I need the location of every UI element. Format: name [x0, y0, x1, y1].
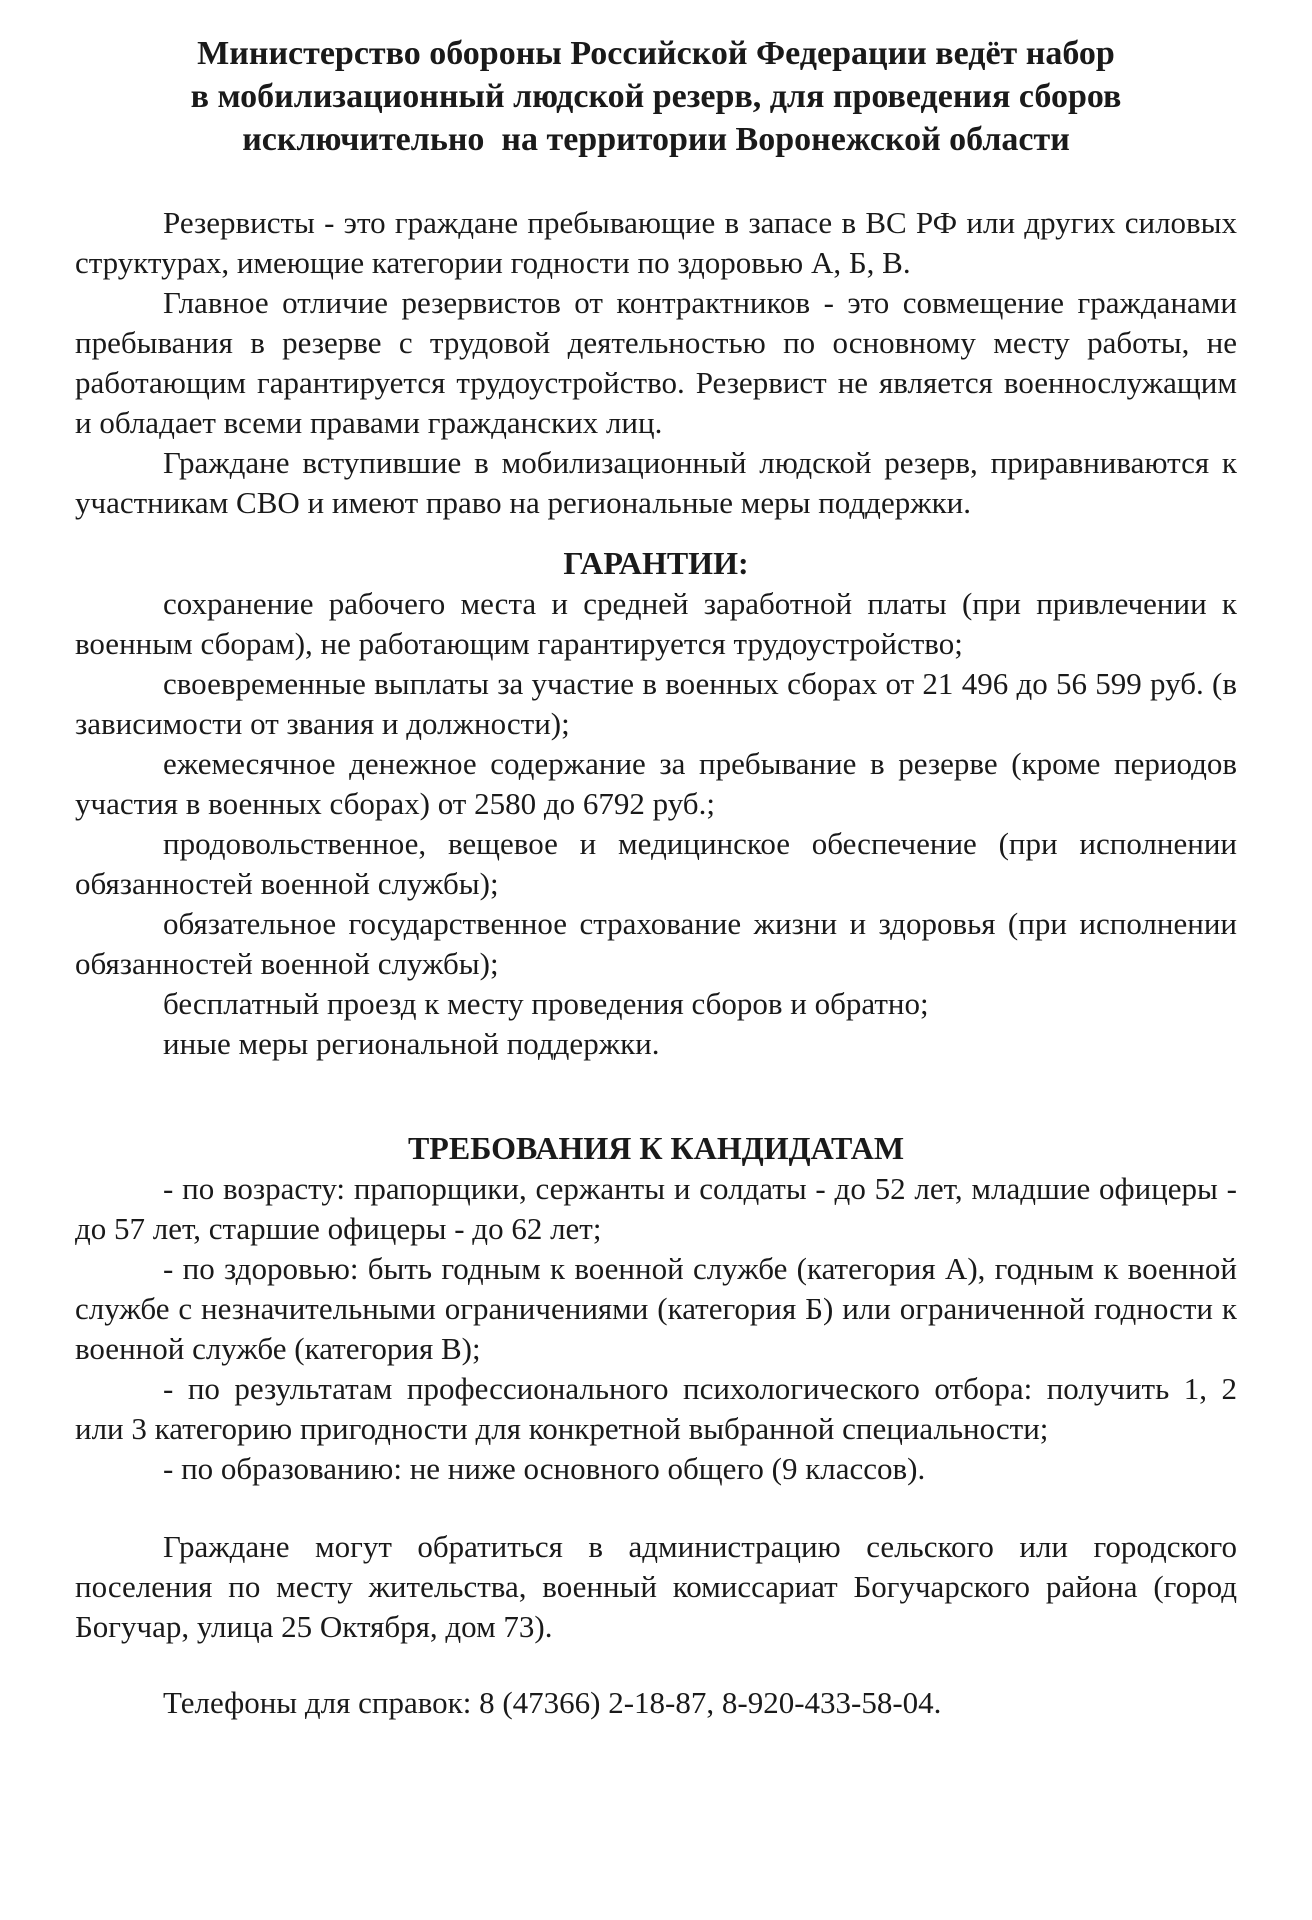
guarantee-item: иные меры региональной поддержки. — [163, 1026, 660, 1061]
requirements-heading: ТРЕБОВАНИЯ К КАНДИДАТАМ — [407, 1130, 905, 1166]
requirements-section — [75, 1128, 1237, 1489]
guarantee-item: своевременные выплаты за участие в военных сборах от 21 496 до 56 599 руб. (в зависимости от звания и должности); — [75, 666, 1237, 741]
guarantee-item: ежемесячное денежное содержание за пребывание в резерве (кроме периодов участия в военных сборах) от 2580 до 6792 руб.; — [75, 746, 1237, 821]
title-line-3: исключительно на территории Воронежской области — [242, 121, 1070, 158]
requirement-item: - по образованию: не ниже основного общего (9 классов). — [163, 1451, 926, 1486]
guarantee-item: сохранение рабочего места и средней заработной платы (при привлечении к военным сборам), не работающим гарантируется трудоустройство; — [75, 586, 1237, 661]
phones-line: Телефоны для справок: 8 (47366) 2-18-87, 8-920-433-58-04. — [163, 1685, 942, 1720]
intro-section — [75, 203, 1237, 523]
guarantee-item: бесплатный проезд к месту проведения сборов и обратно; — [163, 986, 929, 1021]
requirement-item: - по здоровью: быть годным к военной службе (категория А), годным к военной службе с незначительными ограничениями (категория Б) или ограниченной годности к военной службе (категория В); — [75, 1251, 1237, 1366]
title-line-2: в мобилизационный людской резерв, для проведения сборов — [190, 78, 1122, 115]
guarantees-section — [75, 543, 1237, 1064]
intro-paragraph-difference: Главное отличие резервистов от контрактников - это совмещение гражданами пребывания в резерве с трудовой деятельностью по основному месту работы, не работающим гарантируется трудоустройство. Резервист не является военнослужащим и обладает всеми правами гражданских лиц. — [75, 285, 1237, 440]
intro-paragraph-reservists: Резервисты - это граждане пребывающие в запасе в ВС РФ или других силовых структурах, имеющие категории годности по здоровью А, Б, В. — [75, 205, 1237, 280]
document-title — [75, 32, 1237, 161]
requirement-item: - по результатам профессионального психологического отбора: получить 1, 2 или 3 категорию пригодности для конкретной выбранной специальности; — [75, 1371, 1237, 1446]
guarantee-item: продовольственное, вещевое и медицинское обеспечение (при исполнении обязанностей военной службы); — [75, 826, 1237, 901]
contact-paragraph: Граждане могут обратиться в администрацию сельского или городского поселения по месту жительства, военный комиссариат Богучарского района (город Богучар, улица 25 Октября, дом 73). — [75, 1529, 1237, 1644]
requirement-item: - по возрасту: прапорщики, сержанты и солдаты - до 52 лет, младшие офицеры - до 57 лет, старшие офицеры - до 62 лет; — [75, 1171, 1237, 1246]
document-page — [75, 32, 1237, 1723]
title-line-1: Министерство обороны Российской Федерации ведёт набор — [197, 35, 1115, 72]
guarantees-heading: ГАРАНТИИ: — [563, 545, 749, 581]
intro-paragraph-svo: Граждане вступившие в мобилизационный людской резерв, приравниваются к участникам СВО и имеют право на региональные меры поддержки. — [75, 445, 1237, 520]
guarantee-item: обязательное государственное страхование жизни и здоровья (при исполнении обязанностей военной службы); — [75, 906, 1237, 981]
